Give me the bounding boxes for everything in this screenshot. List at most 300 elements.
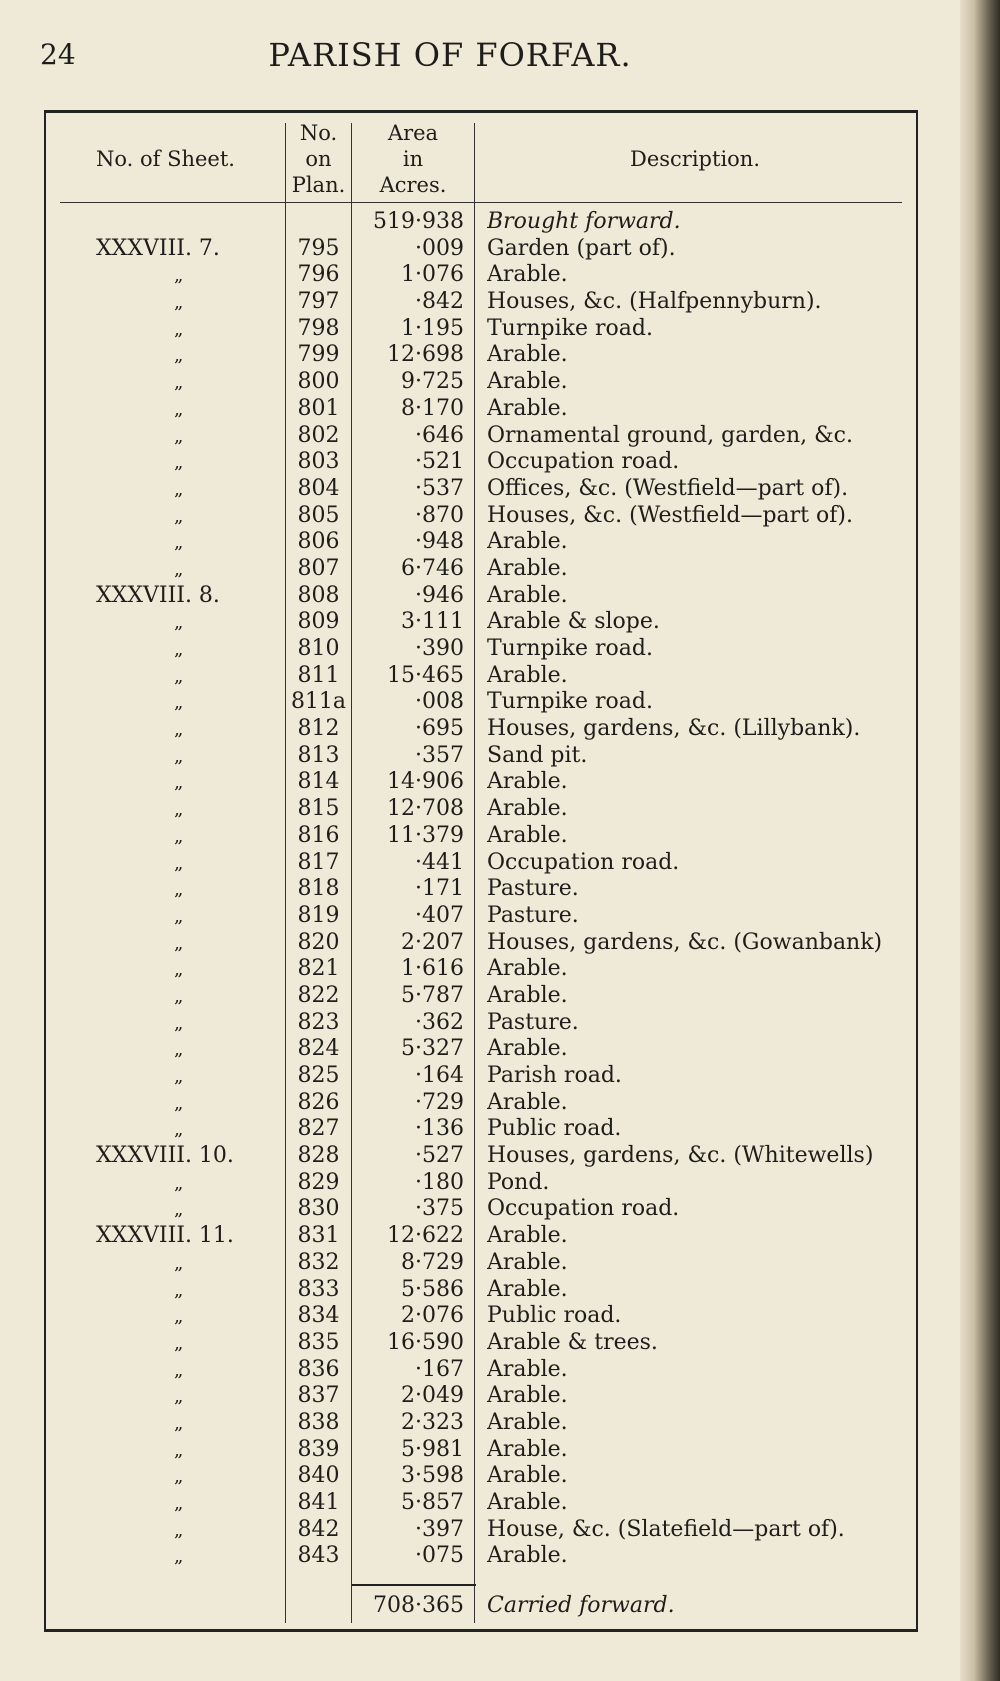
ditto-mark: „ (174, 719, 184, 741)
row-area: ·008 (415, 689, 464, 715)
row-sheet (46, 876, 285, 904)
table-row (46, 1330, 916, 1357)
row-plan-number: 800 (297, 369, 340, 395)
sheet-number: XXXVIII. 7. (96, 235, 220, 261)
row-plan-number: 811a (290, 689, 347, 715)
sheet-number: XXXVIII. 10. (96, 1143, 234, 1169)
header-plan-line3: Plan. (291, 173, 346, 197)
row-description: Occupation road. (487, 849, 680, 875)
row-sheet (46, 289, 285, 317)
ditto-mark: „ (174, 905, 184, 927)
row-area: ·136 (415, 1116, 464, 1142)
table-row (46, 503, 916, 530)
row-plan-number: 832 (297, 1249, 340, 1275)
row-sheet (46, 1090, 285, 1118)
ditto-mark: „ (174, 745, 184, 767)
ditto-mark: „ (174, 372, 184, 394)
row-description: Pasture. (487, 876, 579, 902)
row-area: 8·170 (401, 395, 464, 421)
row-sheet (46, 1543, 285, 1571)
table-row (46, 796, 916, 823)
row-area: 12·698 (387, 342, 464, 368)
row-plan-number: 835 (297, 1329, 340, 1355)
table-row (46, 236, 916, 263)
row-area: ·946 (415, 582, 464, 608)
row-plan-number: 818 (297, 876, 340, 902)
row-plan-number: 808 (297, 582, 340, 608)
row-sheet (46, 1383, 285, 1411)
ditto-mark: „ (174, 932, 184, 954)
row-sheet (46, 823, 285, 851)
total-rule (352, 1584, 476, 1586)
row-area: 5·981 (401, 1436, 464, 1462)
table-row (46, 1383, 916, 1410)
header-description-label: Description. (630, 147, 760, 171)
table-row (46, 1357, 916, 1384)
row-plan-number: 807 (297, 555, 340, 581)
row-plan-number: 795 (297, 235, 340, 261)
ditto-mark: „ (174, 1386, 184, 1408)
row-description: Arable. (487, 1436, 568, 1462)
row-description: Arable. (487, 1463, 568, 1489)
row-plan-number: 814 (297, 769, 340, 795)
row-area: 3·598 (401, 1463, 464, 1489)
row-sheet (46, 663, 285, 691)
row-description: Pasture. (487, 1009, 579, 1035)
row-description: Houses, gardens, &c. (Gowanbank) (487, 929, 883, 955)
ditto-mark: „ (174, 1066, 184, 1087)
total-area: 708·365 (373, 1593, 464, 1618)
row-description: Arable. (487, 1223, 568, 1249)
table-row (46, 1490, 916, 1517)
row-plan-number: 840 (297, 1463, 340, 1489)
row-plan-number: 839 (297, 1436, 340, 1462)
row-sheet (46, 1063, 285, 1091)
header-area-line3: Acres. (379, 173, 447, 197)
table-row (46, 316, 916, 343)
ditto-mark: „ (174, 1092, 184, 1114)
row-description: Arable. (487, 582, 568, 608)
page-number: 24 (40, 38, 76, 71)
ditto-mark: „ (174, 1466, 184, 1488)
row-plan-number: 797 (297, 289, 340, 315)
table-row (46, 823, 916, 850)
table-row (46, 556, 916, 583)
row-plan-number: 834 (297, 1303, 340, 1329)
table-row (46, 743, 916, 770)
row-area: 8·729 (401, 1249, 464, 1275)
ditto-mark: „ (174, 425, 184, 447)
table-row (46, 209, 916, 236)
header-plan-line2: on (305, 147, 332, 171)
row-area: 11·379 (387, 822, 464, 848)
row-area: 3·111 (401, 609, 464, 635)
ditto-mark: „ (174, 478, 184, 500)
row-plan-number: 802 (297, 422, 340, 448)
row-area: ·167 (415, 1356, 464, 1382)
row-sheet (46, 930, 285, 958)
row-area: 12·622 (387, 1223, 464, 1249)
table-row (46, 396, 916, 423)
row-plan-number: 811 (297, 662, 340, 688)
table-row (46, 1010, 916, 1037)
page-header (40, 32, 930, 82)
table-row (46, 876, 916, 903)
row-area: 15·465 (387, 662, 464, 688)
row-area: 14·906 (387, 769, 464, 795)
ditto-mark: „ (174, 799, 184, 821)
row-sheet (46, 716, 285, 744)
parish-table (44, 110, 918, 1632)
row-description: Turnpike road. (487, 636, 653, 661)
row-plan-number: 803 (297, 449, 340, 475)
table-row (46, 1223, 916, 1250)
row-sheet (46, 556, 285, 584)
table-row (46, 1517, 916, 1544)
row-area: ·521 (415, 449, 464, 475)
total-row (46, 1591, 916, 1621)
row-description: Ornamental ground, garden, &c. (487, 422, 853, 448)
row-description: Arable. (487, 1036, 568, 1062)
row-sheet (46, 583, 285, 610)
row-sheet (46, 1517, 285, 1545)
row-area: 2·207 (401, 929, 464, 955)
ditto-mark: „ (174, 1252, 184, 1274)
table-body (46, 209, 916, 1570)
row-description: Arable. (487, 1409, 568, 1435)
row-description: Pond. (487, 1169, 550, 1195)
ditto-mark: „ (174, 639, 184, 660)
ditto-mark: „ (174, 1359, 184, 1381)
row-sheet (46, 689, 285, 717)
row-plan-number: 819 (297, 902, 340, 928)
row-sheet (46, 1437, 285, 1465)
row-plan-number: 812 (297, 716, 340, 742)
table-row (46, 1463, 916, 1490)
row-plan-number: 841 (297, 1490, 340, 1515)
row-description: House, &c. (Slatefield—part of). (487, 1516, 845, 1542)
table-row (46, 1090, 916, 1117)
row-plan-number: 817 (297, 849, 340, 875)
header-sheet-label: No. of Sheet. (96, 147, 235, 171)
row-description: Arable. (487, 796, 568, 822)
row-description: Public road. (487, 1303, 622, 1329)
ditto-mark: „ (174, 772, 184, 794)
row-plan-number: 805 (297, 502, 340, 528)
ditto-mark: „ (174, 879, 184, 901)
ditto-mark: „ (174, 852, 184, 874)
row-description: Parish road. (487, 1063, 622, 1088)
row-area: 12·708 (387, 796, 464, 822)
row-plan-number: 842 (297, 1516, 340, 1542)
row-plan-number: 799 (297, 342, 340, 368)
row-plan-number: 815 (297, 796, 340, 822)
ditto-mark: „ (174, 505, 184, 527)
row-sheet (46, 1330, 285, 1358)
row-area: ·646 (415, 422, 464, 448)
table-row (46, 262, 916, 289)
row-plan-number: 823 (297, 1009, 340, 1035)
row-plan-number: 825 (297, 1063, 340, 1088)
row-sheet (46, 369, 285, 397)
ditto-mark: „ (174, 959, 184, 981)
row-sheet (46, 796, 285, 824)
row-description: Garden (part of). (487, 235, 676, 261)
row-sheet (46, 1116, 285, 1144)
ditto-mark: „ (174, 292, 184, 314)
row-description: Houses, gardens, &c. (Lillybank). (487, 716, 861, 742)
table-row (46, 903, 916, 930)
header-description (475, 119, 915, 199)
row-area: ·537 (415, 475, 464, 501)
table-row (46, 636, 916, 663)
row-area: ·397 (415, 1516, 464, 1542)
row-plan-number: 798 (297, 315, 340, 341)
row-description: Offices, &c. (Westfield—part of). (487, 475, 849, 501)
row-sheet (46, 396, 285, 424)
row-sheet (46, 503, 285, 531)
row-plan-number: 801 (297, 395, 340, 421)
row-plan-number: 796 (297, 262, 340, 288)
row-area: ·180 (415, 1169, 464, 1195)
row-area: ·164 (415, 1063, 464, 1088)
row-description: Arable. (487, 262, 568, 288)
row-sheet (46, 769, 285, 797)
table-row (46, 1036, 916, 1063)
row-plan-number: 836 (297, 1356, 340, 1382)
ditto-mark: „ (174, 398, 184, 420)
table-row (46, 529, 916, 556)
row-plan-number: 828 (297, 1143, 340, 1169)
ditto-mark: „ (174, 532, 184, 554)
ditto-mark: „ (174, 345, 184, 367)
row-sheet (46, 1196, 285, 1224)
table-row (46, 983, 916, 1010)
ditto-mark: „ (174, 612, 184, 634)
row-sheet (46, 529, 285, 557)
row-sheet (46, 236, 285, 263)
row-area: ·695 (415, 716, 464, 742)
row-plan-number: 804 (297, 475, 340, 501)
row-plan-number: 830 (297, 1196, 340, 1222)
row-description: Arable. (487, 555, 568, 581)
row-description: Arable. (487, 769, 568, 795)
row-area: ·842 (415, 289, 464, 315)
ditto-mark: „ (174, 1039, 184, 1061)
header-area-line2: in (402, 147, 424, 171)
row-area: ·171 (415, 876, 464, 902)
row-plan-number: 843 (297, 1543, 340, 1569)
ditto-mark: „ (174, 1306, 184, 1328)
total-description: Carried forward. (487, 1593, 675, 1618)
header-plan (286, 119, 351, 199)
row-description: Arable. (487, 1543, 568, 1569)
row-sheet (46, 262, 285, 290)
header-sheet (46, 119, 285, 199)
row-area: 1·076 (401, 262, 464, 288)
row-area: 5·586 (401, 1276, 464, 1302)
row-sheet (46, 476, 285, 504)
ditto-mark: „ (174, 665, 184, 687)
row-plan-number: 837 (297, 1383, 340, 1409)
row-area: ·075 (415, 1543, 464, 1569)
row-area: ·729 (415, 1089, 464, 1115)
table-row (46, 769, 916, 796)
row-description: Arable. (487, 342, 568, 368)
row-sheet (46, 1223, 285, 1250)
row-description: Turnpike road. (487, 315, 653, 341)
ditto-mark: „ (174, 825, 184, 847)
table-row (46, 1543, 916, 1570)
row-plan-number: 827 (297, 1116, 340, 1142)
table-row (46, 1063, 916, 1090)
header-area-line1: Area (387, 121, 439, 145)
row-area: 2·323 (401, 1409, 464, 1435)
ditto-mark: „ (174, 1546, 184, 1568)
row-area: ·527 (415, 1143, 464, 1169)
table-row (46, 1143, 916, 1170)
ditto-mark: „ (174, 1279, 184, 1301)
row-sheet (46, 1143, 285, 1170)
row-description: Arable. (487, 369, 568, 395)
row-description: Houses, gardens, &c. (Whitewells) (487, 1143, 874, 1169)
ditto-mark: „ (174, 692, 184, 714)
row-sheet (46, 1357, 285, 1385)
ditto-mark: „ (174, 1332, 184, 1354)
row-area: ·407 (415, 902, 464, 928)
table-row (46, 1196, 916, 1223)
row-area: ·390 (415, 636, 464, 661)
ditto-mark: „ (174, 1439, 184, 1461)
row-area: 6·746 (401, 555, 464, 581)
row-description: Arable. (487, 662, 568, 688)
row-description: Pasture. (487, 902, 579, 928)
table-row (46, 663, 916, 690)
sheet-number: XXXVIII. 8. (96, 582, 220, 608)
table-row (46, 1250, 916, 1277)
row-sheet (46, 636, 285, 664)
table-row (46, 689, 916, 716)
row-area: 519·938 (373, 209, 464, 234)
row-area: 2·049 (401, 1383, 464, 1409)
row-description: Public road. (487, 1116, 622, 1142)
row-area: 16·590 (387, 1329, 464, 1355)
row-area: 5·857 (401, 1490, 464, 1515)
row-description: Arable. (487, 1249, 568, 1275)
row-sheet (46, 1303, 285, 1331)
row-area: 5·327 (401, 1036, 464, 1062)
row-plan-number: 838 (297, 1409, 340, 1435)
row-description: Arable. (487, 1383, 568, 1409)
row-plan-number: 826 (297, 1089, 340, 1115)
row-description: Occupation road. (487, 449, 680, 475)
row-plan-number: 833 (297, 1276, 340, 1302)
row-sheet (46, 1250, 285, 1278)
table-row (46, 1116, 916, 1143)
row-description: Arable. (487, 982, 568, 1008)
row-sheet (46, 983, 285, 1011)
row-description: Arable. (487, 529, 568, 555)
table-row (46, 930, 916, 957)
table-row (46, 1303, 916, 1330)
row-area: 9·725 (401, 369, 464, 395)
row-description: Arable. (487, 395, 568, 421)
row-description: Brought forward. (487, 209, 681, 234)
table-row (46, 369, 916, 396)
ditto-mark: „ (174, 1012, 184, 1034)
row-description: Occupation road. (487, 1196, 680, 1222)
table-row (46, 1437, 916, 1464)
row-area: 1·195 (401, 315, 464, 341)
table-row (46, 609, 916, 636)
header-rule (60, 202, 902, 203)
row-sheet (46, 743, 285, 771)
row-description: Arable. (487, 822, 568, 848)
ditto-mark: „ (174, 558, 184, 580)
row-sheet (46, 1170, 285, 1198)
row-sheet (46, 423, 285, 451)
row-area: ·362 (415, 1009, 464, 1035)
ditto-mark: „ (174, 1119, 184, 1141)
row-sheet (46, 316, 285, 344)
ditto-mark: „ (174, 452, 184, 474)
table-row (46, 1277, 916, 1304)
row-plan-number: 809 (297, 609, 340, 635)
ditto-mark: „ (174, 1493, 184, 1514)
table-row (46, 850, 916, 877)
row-plan-number: 822 (297, 982, 340, 1008)
sheet-number: XXXVIII. 11. (96, 1223, 234, 1249)
row-description: Arable. (487, 956, 568, 982)
row-sheet (46, 1410, 285, 1438)
row-plan-number: 831 (297, 1223, 340, 1249)
row-description: Arable & slope. (487, 609, 660, 635)
row-area: ·441 (415, 849, 464, 875)
row-area: 1·616 (401, 956, 464, 982)
table-row (46, 956, 916, 983)
header-area (352, 119, 474, 199)
row-area: ·357 (415, 742, 464, 768)
row-area: ·948 (415, 529, 464, 555)
row-description: Houses, &c. (Halfpennyburn). (487, 289, 822, 315)
table-row (46, 716, 916, 743)
row-description: Arable & trees. (487, 1329, 658, 1355)
table-row (46, 449, 916, 476)
row-plan-number: 816 (297, 822, 340, 848)
row-description: Turnpike road. (487, 689, 653, 715)
row-plan-number: 824 (297, 1036, 340, 1062)
book-spine-shadow (960, 0, 1000, 1681)
row-sheet (46, 1036, 285, 1064)
row-sheet (46, 1490, 285, 1518)
row-sheet (46, 956, 285, 984)
row-description: Arable. (487, 1356, 568, 1382)
ditto-mark: „ (174, 1519, 184, 1541)
header-plan-line1: No. (299, 121, 338, 145)
row-area: 2·076 (401, 1303, 464, 1329)
row-area: 5·787 (401, 982, 464, 1008)
row-sheet (46, 342, 285, 370)
table-row (46, 476, 916, 503)
ditto-mark: „ (174, 265, 184, 287)
row-area: ·375 (415, 1196, 464, 1222)
row-plan-number: 821 (297, 956, 340, 982)
ditto-mark: „ (174, 1172, 184, 1194)
table-row (46, 289, 916, 316)
row-sheet (46, 850, 285, 878)
row-area: ·870 (415, 502, 464, 528)
row-description: Arable. (487, 1276, 568, 1302)
